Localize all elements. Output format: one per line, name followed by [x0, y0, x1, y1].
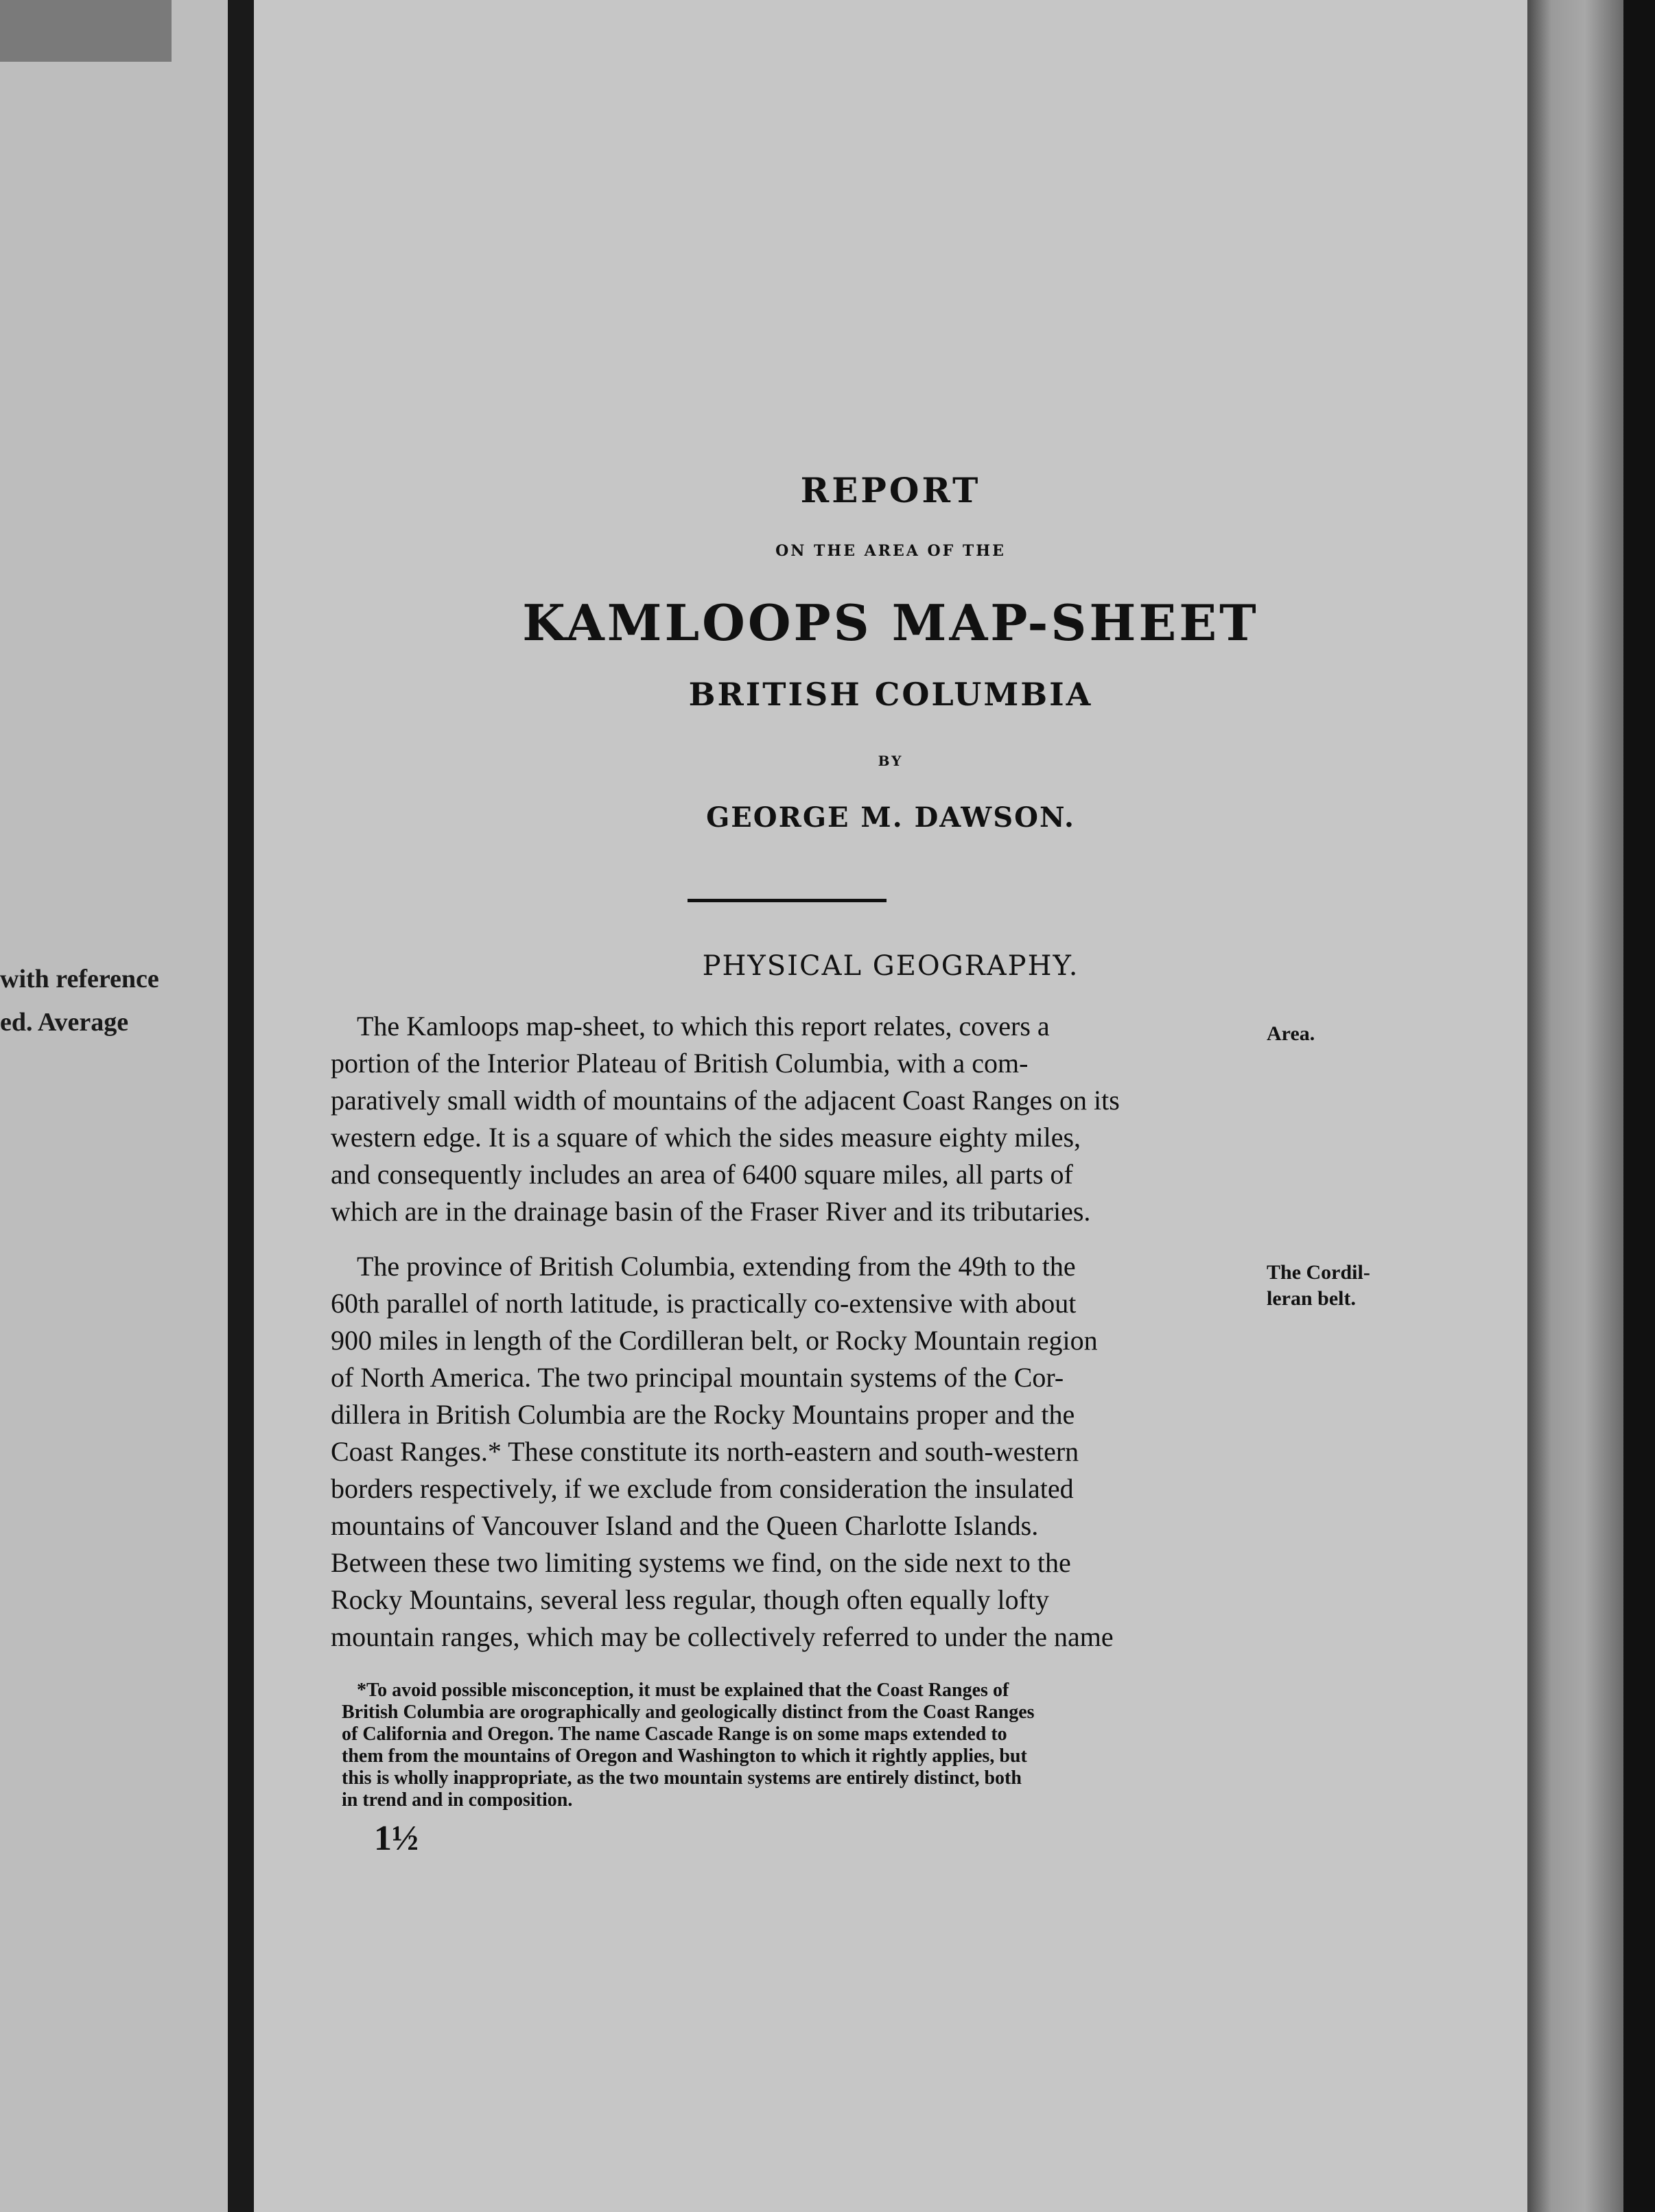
paragraph-1-line: paratively small width of mountains of the adjacent Coast Ranges on its	[331, 1085, 1120, 1116]
footnote-line: this is wholly inappropriate, as the two mountain systems are entirely distinct, both	[342, 1767, 1022, 1789]
area-of-label: ON THE AREA OF THE	[775, 542, 1006, 560]
paragraph-2-line: The province of British Columbia, extending from the 49th to the	[357, 1251, 1076, 1282]
left-page-line-2: ed. Average	[0, 1008, 129, 1037]
margin-note-area: Area.	[1267, 1022, 1315, 1045]
report-page	[254, 0, 1527, 2212]
signature-mark: 1½	[374, 1819, 419, 1858]
page-title: KAMLOOPS MAP-SHEET	[522, 593, 1259, 652]
footnote-line: *To avoid possible misconception, it must be explained that the Coast Ranges of	[357, 1680, 1009, 1701]
footnote-line: of California and Oregon. The name Cascade Range is on some maps extended to	[342, 1723, 1007, 1745]
by-label: BY	[878, 753, 904, 769]
author-name: GEORGE M. DAWSON.	[706, 801, 1075, 834]
margin-note-cordilleran: The Cordil-	[1267, 1261, 1370, 1284]
paragraph-1-line: portion of the Interior Plateau of British Columbia, with a com-	[331, 1048, 1029, 1079]
page-edges	[1527, 0, 1623, 2212]
paragraph-1-line: The Kamloops map-sheet, to which this report relates, covers a	[357, 1011, 1050, 1042]
paragraph-2-line: 900 miles in length of the Cordilleran belt, or Rocky Mountain region	[331, 1325, 1098, 1356]
report-label: REPORT	[800, 470, 981, 510]
region-subtitle: BRITISH COLUMBIA	[688, 676, 1093, 713]
book-gutter	[228, 0, 254, 2212]
footnote-line: them from the mountains of Oregon and Washington to which it rightly applies, but	[342, 1745, 1027, 1767]
paragraph-1-line: which are in the drainage basin of the Fraser River and its tributaries.	[331, 1196, 1091, 1227]
paragraph-2-line: mountain ranges, which may be collectively referred to under the name	[331, 1621, 1114, 1652]
left-facing-page	[0, 0, 228, 2212]
paragraph-2-line: Rocky Mountains, several less regular, though often equally lofty	[331, 1584, 1050, 1615]
scan-border	[1623, 0, 1655, 2212]
left-page-line-1: with reference	[0, 965, 159, 993]
margin-note-cordilleran: leran belt.	[1267, 1287, 1356, 1310]
paragraph-2-line: dillera in British Columbia are the Rocky Mountains proper and the	[331, 1399, 1075, 1430]
paragraph-2-line: Coast Ranges.* These constitute its north-eastern and south-western	[331, 1436, 1079, 1467]
paragraph-2-line: 60th parallel of north latitude, is practically co-extensive with about	[331, 1288, 1077, 1319]
library-stamp	[0, 0, 172, 62]
paragraph-2-line: borders respectively, if we exclude from consideration the insulated	[331, 1473, 1074, 1504]
footnote-line: in trend and in composition.	[342, 1789, 573, 1811]
title-divider	[688, 899, 887, 902]
section-heading: PHYSICAL GEOGRAPHY.	[702, 950, 1079, 982]
footnote-line: British Columbia are orographically and geologically distinct from the Coast Ranges	[342, 1702, 1035, 1723]
paragraph-1-line: and consequently includes an area of 6400 square miles, all parts of	[331, 1159, 1073, 1190]
paragraph-2-line: Between these two limiting systems we find, on the side next to the	[331, 1547, 1071, 1578]
paragraph-2-line: of North America. The two principal mountain systems of the Cor-	[331, 1362, 1064, 1393]
paragraph-1-line: western edge. It is a square of which the sides measure eighty miles,	[331, 1122, 1081, 1153]
paragraph-2-line: mountains of Vancouver Island and the Queen Charlotte Islands.	[331, 1510, 1039, 1541]
